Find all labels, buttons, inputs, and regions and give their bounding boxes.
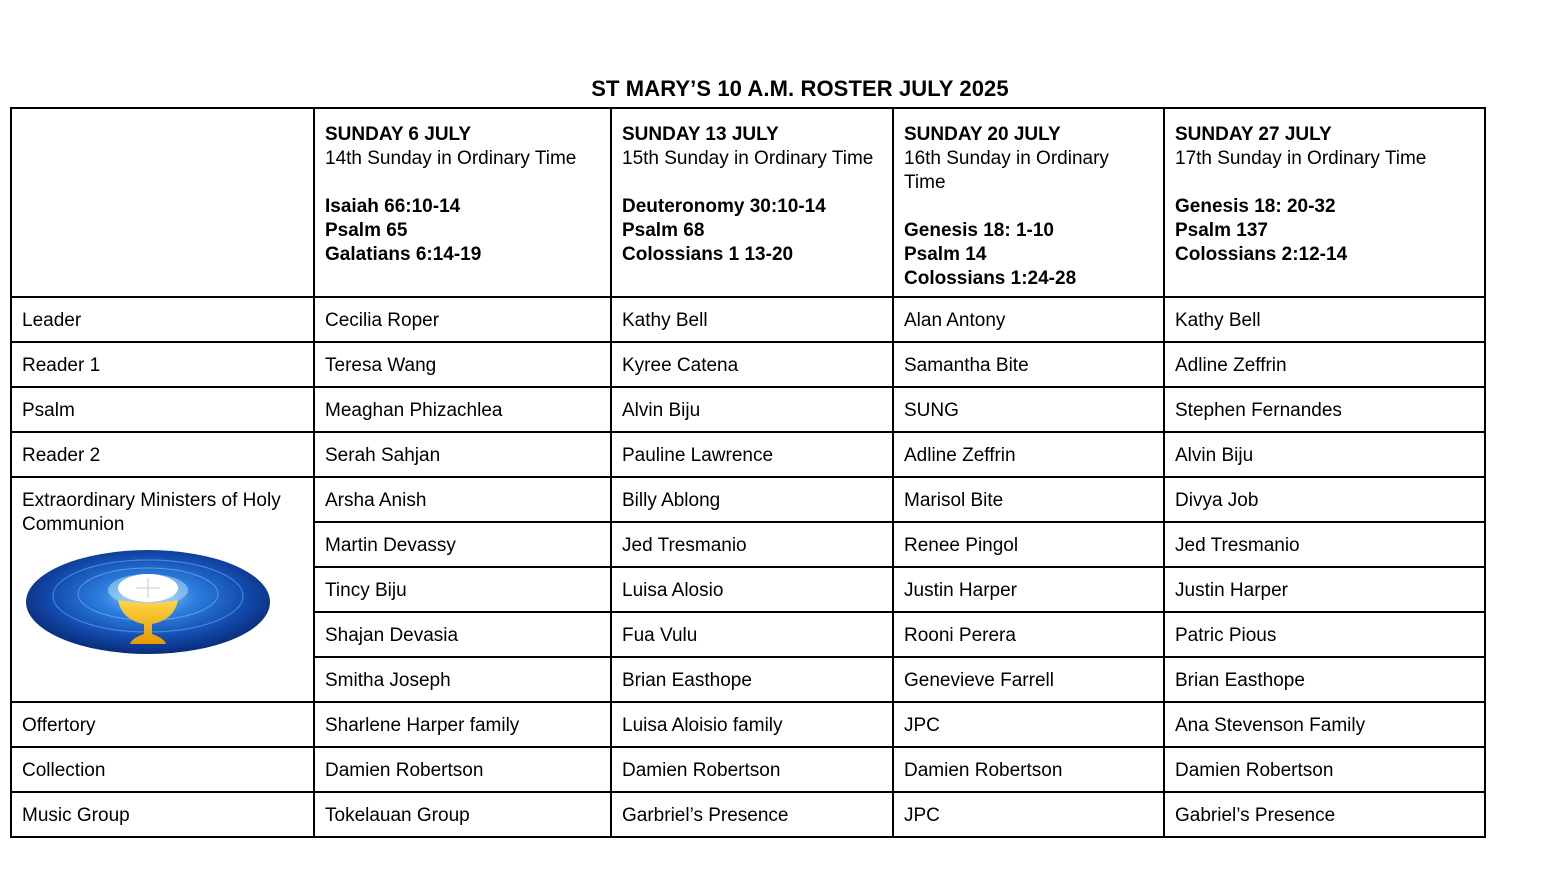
- offertory-row: [11, 702, 1485, 747]
- reading: Psalm 68: [622, 220, 705, 241]
- roster-cell: Shajan Devasia: [314, 612, 611, 657]
- roster-cell: Jed Tresmanio: [611, 522, 893, 567]
- header-sunday-2: [611, 108, 893, 297]
- roster-cell: Tokelauan Group: [314, 792, 611, 837]
- roster-cell: Cecilia Roper: [314, 297, 611, 342]
- roster-cell: Garbriel’s Presence: [611, 792, 893, 837]
- roster-cell: Alvin Biju: [611, 387, 893, 432]
- roster-cell: Patric Pious: [1164, 612, 1485, 657]
- role-label: Reader 1: [11, 342, 314, 387]
- sunday-date: SUNDAY 20 JULY: [904, 124, 1061, 145]
- roster-cell: Justin Harper: [1164, 567, 1485, 612]
- role-label: Reader 2: [11, 432, 314, 477]
- reading: Galatians 6:14-19: [325, 244, 482, 265]
- roster-cell: Serah Sahjan: [314, 432, 611, 477]
- roster-cell: Luisa Alosio: [611, 567, 893, 612]
- reader1-row: [11, 342, 1485, 387]
- reading: Isaiah 66:10-14: [325, 196, 461, 217]
- roster-cell: Gabriel’s Presence: [1164, 792, 1485, 837]
- roster-cell: Jed Tresmanio: [1164, 522, 1485, 567]
- sunday-date: SUNDAY 27 JULY: [1175, 124, 1332, 145]
- roster-cell: Damien Robertson: [1164, 747, 1485, 792]
- role-label: Music Group: [11, 792, 314, 837]
- reading: Deuteronomy 30:10-14: [622, 196, 826, 217]
- roster-cell: Kyree Catena: [611, 342, 893, 387]
- role-label: Leader: [11, 297, 314, 342]
- roster-cell: JPC: [893, 702, 1164, 747]
- header-sunday-4: [1164, 108, 1485, 297]
- roster-cell: Kathy Bell: [1164, 297, 1485, 342]
- role-label: Offertory: [11, 702, 314, 747]
- roster-cell: Samantha Bite: [893, 342, 1164, 387]
- sunday-date: SUNDAY 13 JULY: [622, 124, 779, 145]
- psalm-row: [11, 387, 1485, 432]
- roster-cell: Damien Robertson: [893, 747, 1164, 792]
- roster-cell: Renee Pingol: [893, 522, 1164, 567]
- roster-cell: Meaghan Phizachlea: [314, 387, 611, 432]
- roster-cell: Ana Stevenson Family: [1164, 702, 1485, 747]
- roster-cell: Justin Harper: [893, 567, 1164, 612]
- roster-cell: Brian Easthope: [1164, 657, 1485, 702]
- em-row: [11, 477, 1485, 522]
- roster-cell: JPC: [893, 792, 1164, 837]
- roster-cell: Stephen Fernandes: [1164, 387, 1485, 432]
- roster-cell: Brian Easthope: [611, 657, 893, 702]
- roster-cell: Alvin Biju: [1164, 432, 1485, 477]
- reading: Colossians 1:24-28: [904, 268, 1077, 289]
- roster-cell: Damien Robertson: [611, 747, 893, 792]
- roster-cell: Sharlene Harper family: [314, 702, 611, 747]
- roster-cell: Adline Zeffrin: [893, 432, 1164, 477]
- roster-cell: Rooni Perera: [893, 612, 1164, 657]
- sunday-occasion: 15th Sunday in Ordinary Time: [622, 148, 874, 169]
- roster-table: [10, 107, 1486, 838]
- leader-row: [11, 297, 1485, 342]
- roster-cell: Kathy Bell: [611, 297, 893, 342]
- roster-cell: Divya Job: [1164, 477, 1485, 522]
- header-sunday-3: [893, 108, 1164, 297]
- reader2-row: [11, 432, 1485, 477]
- reading: Colossians 2:12-14: [1175, 244, 1348, 265]
- roster-cell: Smitha Joseph: [314, 657, 611, 702]
- roster-cell: Genevieve Farrell: [893, 657, 1164, 702]
- reading: Psalm 137: [1175, 220, 1268, 241]
- roster-cell: Martin Devassy: [314, 522, 611, 567]
- table-header-row: [11, 108, 1485, 297]
- sunday-occasion: 17th Sunday in Ordinary Time: [1175, 148, 1427, 169]
- roster-cell: Adline Zeffrin: [1164, 342, 1485, 387]
- roster-title: ST MARY’S 10 A.M. ROSTER JULY 2025: [591, 76, 1009, 101]
- roster-cell: Marisol Bite: [893, 477, 1164, 522]
- roster-cell: Teresa Wang: [314, 342, 611, 387]
- header-sunday-1: [314, 108, 611, 297]
- reading: Genesis 18: 20-32: [1175, 196, 1336, 217]
- music-row: [11, 792, 1485, 837]
- role-label: Collection: [11, 747, 314, 792]
- sunday-occasion: 14th Sunday in Ordinary Time: [325, 148, 577, 169]
- roster-cell: Damien Robertson: [314, 747, 611, 792]
- roster-cell: Luisa Aloisio family: [611, 702, 893, 747]
- reading: Psalm 65: [325, 220, 408, 241]
- reading: Genesis 18: 1-10: [904, 220, 1054, 241]
- roster-cell: Billy Ablong: [611, 477, 893, 522]
- roster-cell: Fua Vulu: [611, 612, 893, 657]
- sunday-date: SUNDAY 6 JULY: [325, 124, 472, 145]
- roster-cell: Tincy Biju: [314, 567, 611, 612]
- em-label-cell: [11, 477, 314, 702]
- collection-row: [11, 747, 1485, 792]
- roster-cell: Pauline Lawrence: [611, 432, 893, 477]
- header-empty-cell: [11, 108, 314, 297]
- reading: Psalm 14: [904, 244, 987, 265]
- role-label: Extraordinary Ministers of Holy Communion: [22, 490, 281, 535]
- roster-cell: SUNG: [893, 387, 1164, 432]
- roster-cell: Arsha Anish: [314, 477, 611, 522]
- role-label: Psalm: [11, 387, 314, 432]
- reading: Colossians 1 13-20: [622, 244, 794, 265]
- sunday-occasion: 16th Sunday in Ordinary Time: [904, 148, 1109, 193]
- host-and-chalice-icon: [24, 548, 272, 656]
- roster-cell: Alan Antony: [893, 297, 1164, 342]
